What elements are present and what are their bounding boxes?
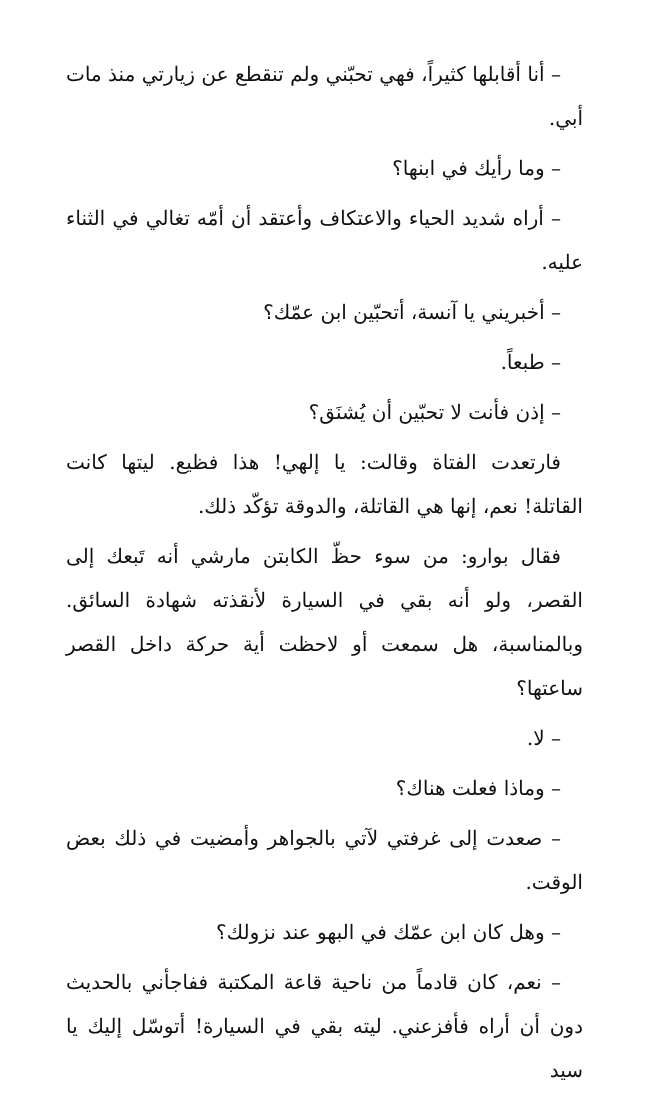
paragraph-2: – وما رأيك في ابنها؟: [392, 156, 561, 180]
paragraph-11: – صعدت إلى غرفتي لآتي بالجواهر وأمضيت في ذلك بعض الوقت.: [66, 826, 583, 894]
paragraph-9: – لا.: [526, 726, 561, 750]
paragraph-8: فقال بوارو: من سوء حظّ الكابتن مارشي أنه تَبعك إلى القصر، ولو أنه بقي في السيارة لأنقذته شهادة السائق. وبالمناسبة، هل سمعت أو لاحظت أية حركة داخل القصر ساعتها؟: [66, 544, 583, 700]
paragraph-6: – إذن فأنت لا تحبّين أن يُشنَق؟: [308, 400, 561, 424]
paragraph-7: فارتعدت الفتاة وقالت: يا إلهي! هذا فظيع. ليتها كانت القاتلة! نعم، إنها هي القاتلة، والدوقة تؤكّد ذلك.: [66, 450, 583, 518]
paragraph-4: – أخبريني يا آنسة، أتحبّين ابن عمّك؟: [263, 300, 561, 324]
paragraph-12: – وهل كان ابن عمّك في البهو عند نزولك؟: [216, 920, 561, 944]
book-page: [66, 52, 583, 1098]
paragraph-3: – أراه شديد الحياء والاعتكاف وأعتقد أن أمّه تغالي في الثناء عليه.: [66, 206, 583, 274]
paragraph-1: – أنا أقابلها كثيراً، فهي تحبّني ولم تنقطع عن زيارتي منذ مات أبي.: [66, 62, 583, 130]
paragraph-13: – نعم، كان قادماً من ناحية قاعة المكتبة ففاجأني بالحديث دون أن أراه فأفزعني. ليته بقي في السيارة! أتوسّل إليك يا سيد: [66, 970, 583, 1082]
paragraph-5: – طبعاً.: [500, 350, 561, 374]
paragraph-10: – وماذا فعلت هناك؟: [395, 776, 561, 800]
